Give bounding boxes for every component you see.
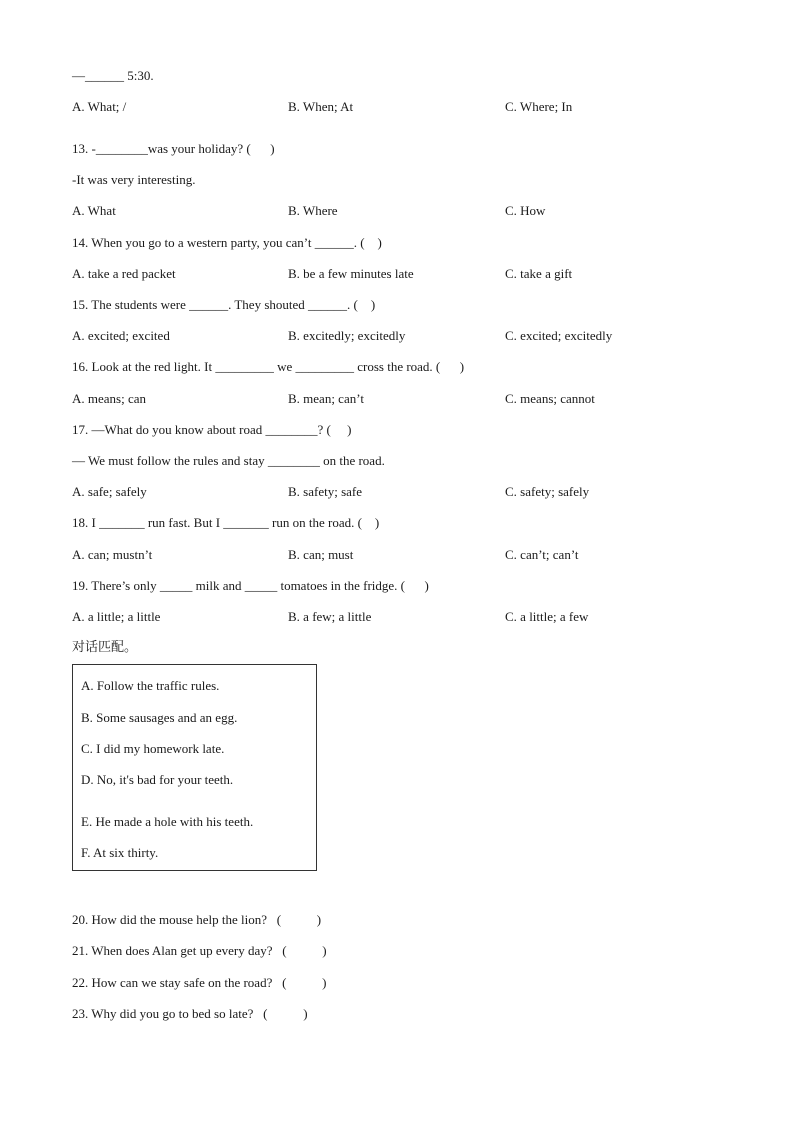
matching-choices-box [72, 664, 317, 871]
q19-options [72, 609, 732, 625]
q17-option-a[interactable]: A. safe; safely [72, 484, 147, 499]
q16-question: 16. Look at the red light. It _________ we _________ cross the road. ( ) [72, 359, 465, 374]
q19-option-c[interactable]: C. a little; a few [505, 609, 589, 624]
matching-question-23[interactable]: 23. Why did you go to bed so late? ( ) [72, 1006, 308, 1021]
q12-option-a[interactable]: A. What; / [72, 99, 127, 114]
q16-options [72, 391, 732, 407]
q15-options [72, 328, 732, 344]
q14-options [72, 266, 732, 282]
q18-option-a[interactable]: A. can; mustn’t [72, 547, 153, 562]
matching-section-title: 对话匹配。 [72, 640, 138, 655]
q14-option-a[interactable]: A. take a red packet [72, 266, 176, 281]
q17-response: — We must follow the rules and stay ________ on the road. [72, 453, 385, 468]
q19-option-a[interactable]: A. a little; a little [72, 609, 161, 624]
q15-option-c[interactable]: C. excited; excitedly [505, 328, 613, 343]
matching-choice-d: D. No, it's bad for your teeth. [81, 772, 234, 787]
q17-options [72, 484, 732, 500]
q16-option-b[interactable]: B. mean; can’t [288, 391, 364, 406]
matching-question-21[interactable]: 21. When does Alan get up every day? ( ) [72, 943, 327, 958]
q18-option-c[interactable]: C. can’t; can’t [505, 547, 579, 562]
q18-option-b[interactable]: B. can; must [288, 547, 354, 562]
matching-choice-e: E. He made a hole with his teeth. [81, 814, 254, 829]
q15-option-a[interactable]: A. excited; excited [72, 328, 170, 343]
q14-option-c[interactable]: C. take a gift [505, 266, 573, 281]
q13-option-b[interactable]: B. Where [288, 203, 338, 218]
q13-option-a[interactable]: A. What [72, 203, 116, 218]
q16-option-c[interactable]: C. means; cannot [505, 391, 595, 406]
q13-options [72, 203, 732, 219]
q12-option-c[interactable]: C. Where; In [505, 99, 573, 114]
q19-question: 19. There’s only _____ milk and _____ tomatoes in the fridge. ( ) [72, 578, 429, 593]
q17-option-c[interactable]: C. safety; safely [505, 484, 590, 499]
q17-question: 17. —What do you know about road ________? ( ) [72, 422, 352, 437]
matching-choice-f: F. At six thirty. [81, 845, 159, 860]
q18-question: 18. I _______ run fast. But I _______ run on the road. ( ) [72, 515, 380, 530]
matching-choice-b: B. Some sausages and an egg. [81, 710, 238, 725]
q13-question: 13. -________was your holiday? ( ) [72, 141, 275, 156]
q15-question: 15. The students were ______. They shouted ______. ( ) [72, 297, 376, 312]
q16-option-a[interactable]: A. means; can [72, 391, 147, 406]
matching-question-20[interactable]: 20. How did the mouse help the lion? ( ) [72, 912, 322, 927]
q14-question: 14. When you go to a western party, you can’t ______. ( ) [72, 235, 382, 250]
q19-option-b[interactable]: B. a few; a little [288, 609, 372, 624]
q12-answer-line: —______ 5:30. [72, 68, 154, 83]
q14-option-b[interactable]: B. be a few minutes late [288, 266, 414, 281]
q12-options [72, 99, 732, 115]
matching-choice-a: A. Follow the traffic rules. [81, 678, 220, 693]
q15-option-b[interactable]: B. excitedly; excitedly [288, 328, 406, 343]
q12-option-b[interactable]: B. When; At [288, 99, 354, 114]
matching-choice-c: C. I did my homework late. [81, 741, 225, 756]
q17-option-b[interactable]: B. safety; safe [288, 484, 363, 499]
matching-question-22[interactable]: 22. How can we stay safe on the road? ( ) [72, 975, 327, 990]
q13-option-c[interactable]: C. How [505, 203, 546, 218]
q18-options [72, 547, 732, 563]
q13-response: -It was very interesting. [72, 172, 196, 187]
